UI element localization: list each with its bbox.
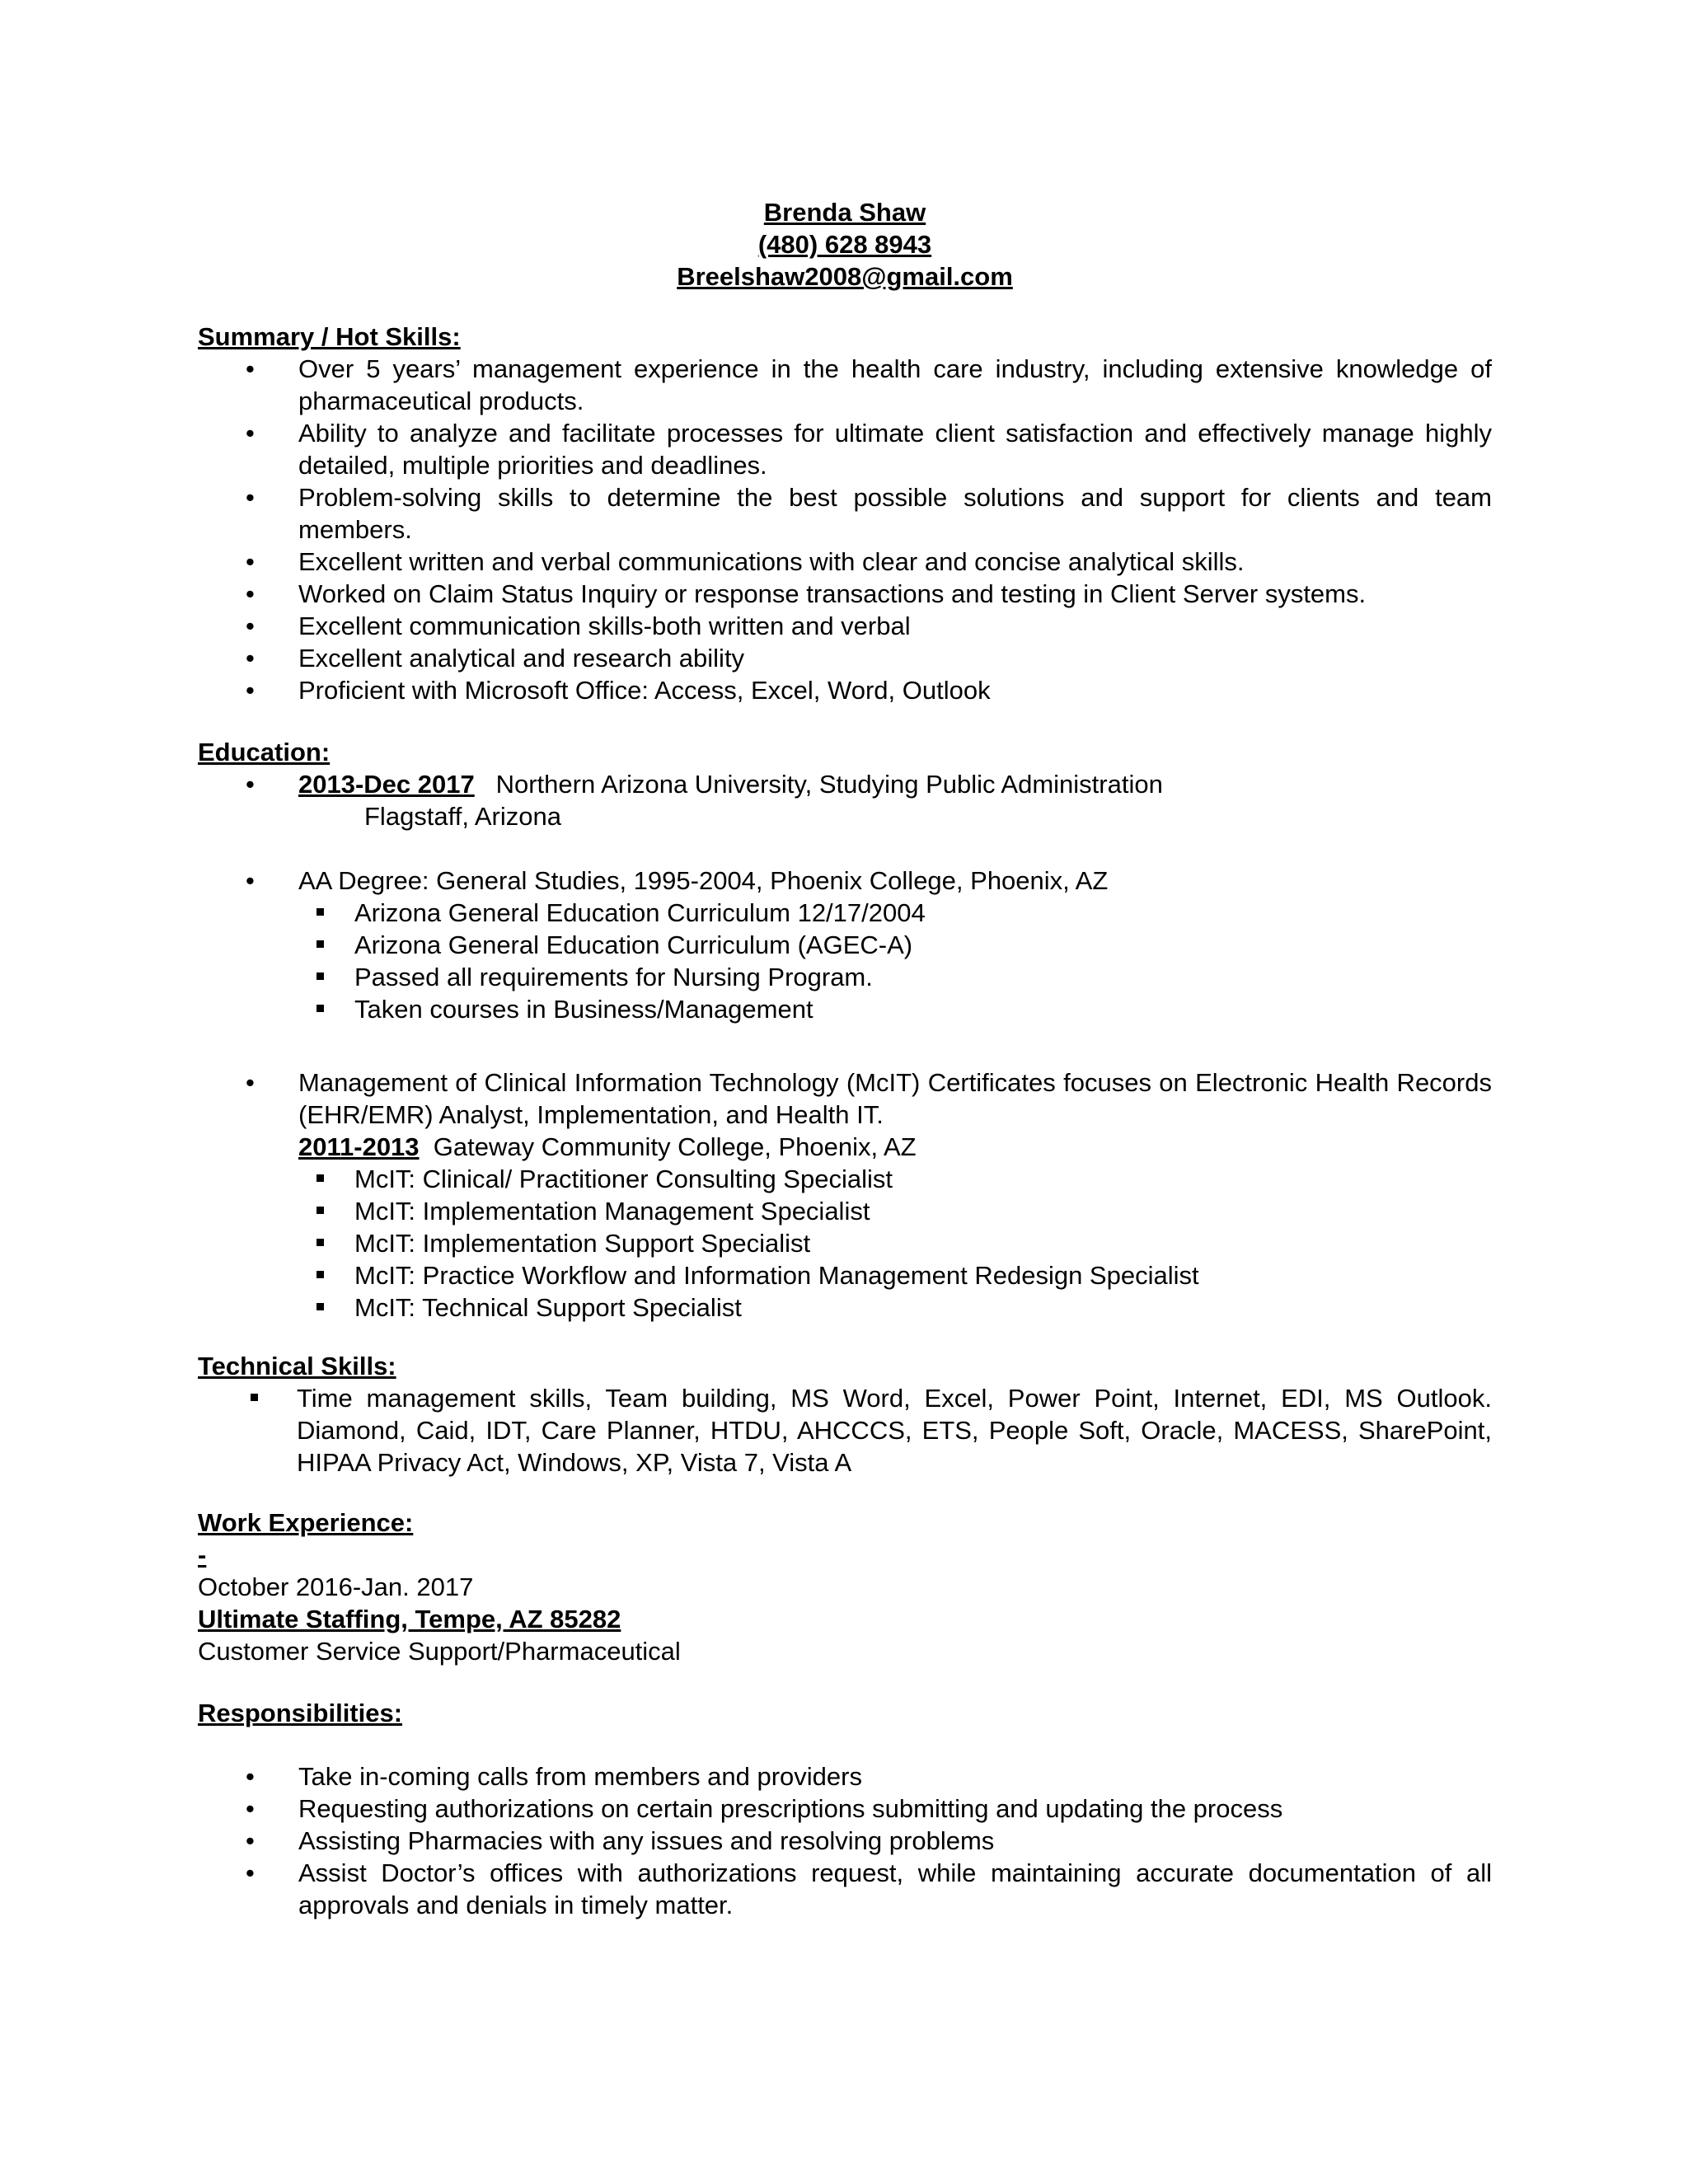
education-list-aa (198, 865, 1492, 1025)
work-employer: Ultimate Staffing, Tempe, AZ 85282 (198, 1605, 621, 1633)
aa-sublist (298, 897, 1492, 1025)
education-list-mcit (198, 1066, 1492, 1324)
aa-subitem: Arizona General Education Curriculum 12/17/2004 (298, 897, 1492, 929)
summary-title: Summary / Hot Skills: (198, 322, 461, 351)
nau-location: Flagstaff, Arizona (364, 802, 561, 831)
technical-item: Time management skills, Team building, MS Word, Excel, Power Point, Internet, EDI, MS Outlook. Diamond, Caid, IDT, Care Planner, HTDU, AHCCCS, ETS, People Soft, Oracle, MACESS, SharePoint, HIPAA Privacy Act, Windows, XP, Vista 7, Vista A (198, 1382, 1492, 1479)
mcit-text: Management of Clinical Information Technology (McIT) Certificates focuses on Electronic Health Records (EHR/EMR) Analyst, Implementation, and Health IT. (298, 1068, 1492, 1129)
responsibility-item: • Requesting authorizations on certain prescriptions submitting and updating the process (198, 1793, 1492, 1825)
aa-subitem: Passed all requirements for Nursing Program. (298, 961, 1492, 993)
work-role: Customer Service Support/Pharmaceutical (198, 1637, 681, 1666)
mcit-school-line (298, 1131, 1492, 1163)
summary-item: • Excellent written and verbal communications with clear and concise analytical skills. (198, 546, 1492, 578)
education-item-mcit (198, 1066, 1492, 1324)
responsibility-item: • Assist Doctor’s offices with authorizations request, while maintaining accurate documentation of all approvals and denials in timely matter. (198, 1857, 1492, 1921)
responsibilities-title: Responsibilities: (198, 1699, 403, 1727)
summary-list (198, 353, 1492, 706)
resume-content (198, 196, 1492, 1921)
mcit-dates: 2011-2013 (298, 1132, 420, 1161)
responsibility-item: • Take in-coming calls from members and providers (198, 1760, 1492, 1793)
aa-subitem: Arizona General Education Curriculum (AGEC-A) (298, 929, 1492, 961)
education-item-nau (198, 768, 1492, 832)
mcit-subitem: McIT: Clinical/ Practitioner Consulting Specialist (298, 1163, 1492, 1195)
mcit-subitem: McIT: Technical Support Specialist (298, 1291, 1492, 1324)
summary-item: • Excellent communication skills-both written and verbal (198, 610, 1492, 642)
mcit-subitem: McIT: Implementation Management Specialist (298, 1195, 1492, 1227)
nau-text: Northern Arizona University, Studying Public Administration (495, 770, 1163, 799)
summary-item: • Over 5 years’ management experience in the health care industry, including extensive knowledge of pharmaceutical products. (198, 353, 1492, 417)
mcit-subitem: McIT: Practice Workflow and Information Management Redesign Specialist (298, 1259, 1492, 1291)
summary-item: • Problem-solving skills to determine the best possible solutions and support for clients and team members. (198, 481, 1492, 546)
technical-list (198, 1382, 1492, 1479)
mcit-school: Gateway Community College, Phoenix, AZ (433, 1132, 917, 1161)
mcit-sublist (298, 1163, 1492, 1324)
candidate-phone: (480) 628 8943 (757, 230, 932, 259)
nau-dates: 2013-Dec 2017 (298, 770, 475, 799)
responsibilities-list (198, 1760, 1492, 1921)
technical-title: Technical Skills: (198, 1352, 396, 1380)
resume-header (198, 196, 1492, 293)
responsibility-item: • Assisting Pharmacies with any issues and resolving problems (198, 1825, 1492, 1857)
education-list (198, 768, 1492, 832)
work-title: Work Experience: (198, 1508, 414, 1537)
education-title: Education: (198, 738, 331, 766)
aa-text: AA Degree: General Studies, 1995-2004, Phoenix College, Phoenix, AZ (298, 866, 1109, 895)
summary-item: • Excellent analytical and research ability (198, 642, 1492, 674)
work-dates: October 2016-Jan. 2017 (198, 1572, 474, 1601)
mcit-subitem: McIT: Implementation Support Specialist (298, 1227, 1492, 1259)
summary-item: • Proficient with Microsoft Office: Access, Excel, Word, Outlook (198, 674, 1492, 706)
aa-subitem: Taken courses in Business/Management (298, 993, 1492, 1025)
work-dash: - (198, 1540, 207, 1569)
candidate-email: Breelshaw2008@gmail.com (677, 262, 1013, 291)
summary-item: • Ability to analyze and facilitate processes for ultimate client satisfaction and effectively manage highly detailed, multiple priorities and deadlines. (198, 417, 1492, 481)
candidate-name: Brenda Shaw (763, 198, 926, 227)
summary-item: • Worked on Claim Status Inquiry or response transactions and testing in Client Server systems. (198, 578, 1492, 610)
education-item-aa (198, 865, 1492, 1025)
